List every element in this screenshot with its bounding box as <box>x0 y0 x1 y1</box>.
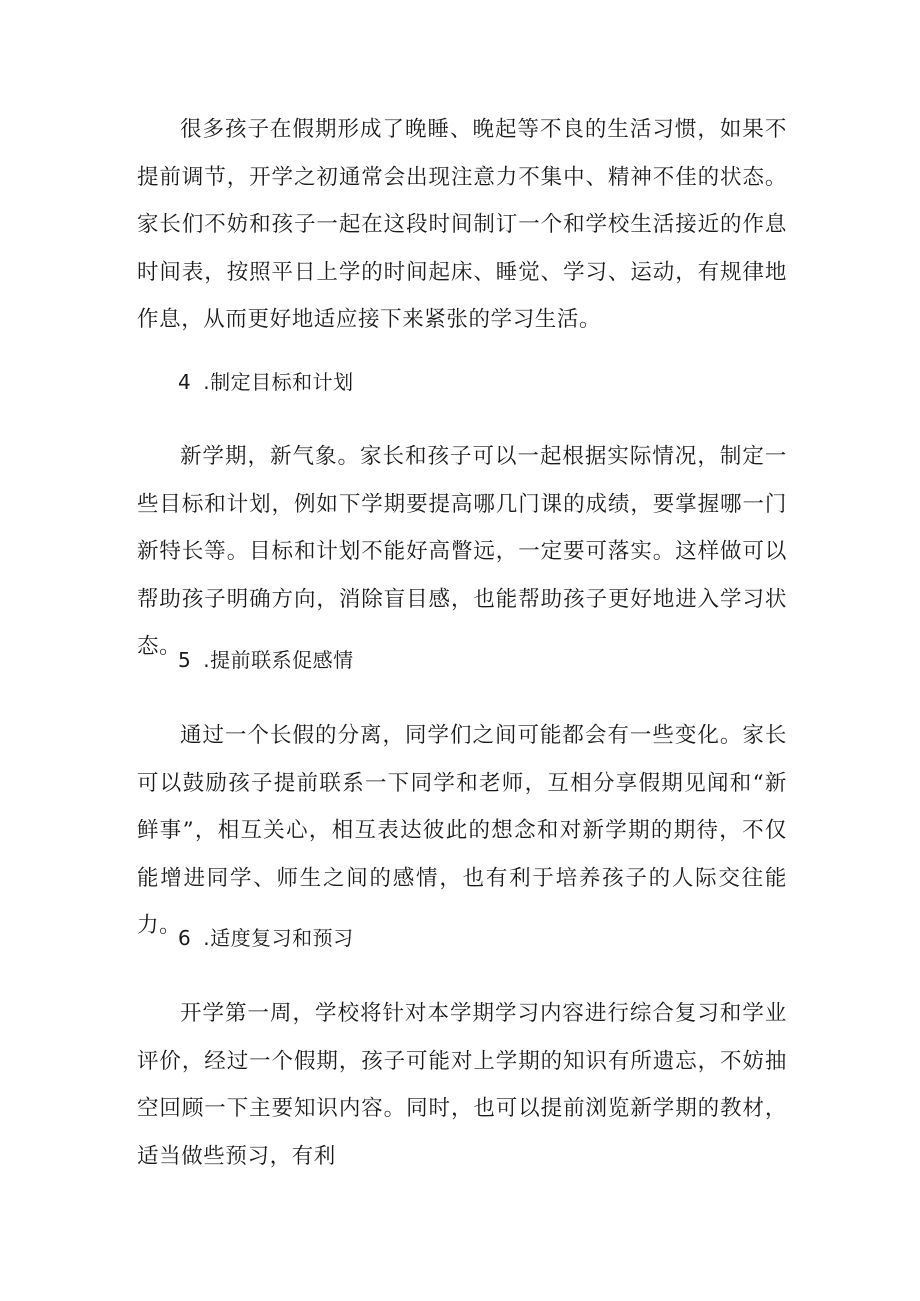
section-number: 5 <box>178 648 192 672</box>
section-title: .适度复习和预习 <box>203 926 354 950</box>
paragraph-sleep-schedule: 很多孩子在假期形成了晚睡、晚起等不良的生活习惯，如果不提前调节，开学之初通常会出现注意力不集中、精神不佳的状态。家长们不妨和孩子一起在这段时间制订一个和学校生活接近的作息时间表，按照平日上学的时间起床、睡觉、学习、运动，有规律地作息，从而更好地适应接下来紧张的学习生活。 <box>137 117 787 332</box>
section-heading-4 <box>178 367 354 397</box>
section-heading-6 <box>178 923 354 953</box>
paragraph-contact-friends: 通过一个长假的分离，同学们之间可能都会有一些变化。家长可以鼓励孩子提前联系一下同学和老师，互相分享假期见闻和“新鲜事”，相互关心，相互表达彼此的想念和对新学期的期待，不仅能增进同学、师生之间的感情，也有利于培养孩子的人际交往能力。 <box>137 723 787 938</box>
section-number: 4 <box>178 370 192 394</box>
section-number: 6 <box>178 926 192 950</box>
paragraph-review-preview: 开学第一周，学校将针对本学期学习内容进行综合复习和学业评价，经过一个假期，孩子可能对上学期的知识有所遗忘，不妨抽空回顾一下主要知识内容。同时，也可以提前浏览新学期的教材，适当做些预习，有利 <box>137 1001 787 1169</box>
paragraph-goals-plans: 新学期，新气象。家长和孩子可以一起根据实际情况，制定一些目标和计划，例如下学期要提高哪几门课的成绩，要掌握哪一门新特长等。目标和计划不能好高瞥远，一定要可落实。这样做可以帮助孩子明确方向，消除盲目感，也能帮助孩子更好地进入学习状态。 <box>137 444 787 659</box>
section-title: .提前联系促感情 <box>203 648 354 672</box>
section-heading-5 <box>178 645 354 675</box>
section-title: .制定目标和计划 <box>203 370 354 394</box>
